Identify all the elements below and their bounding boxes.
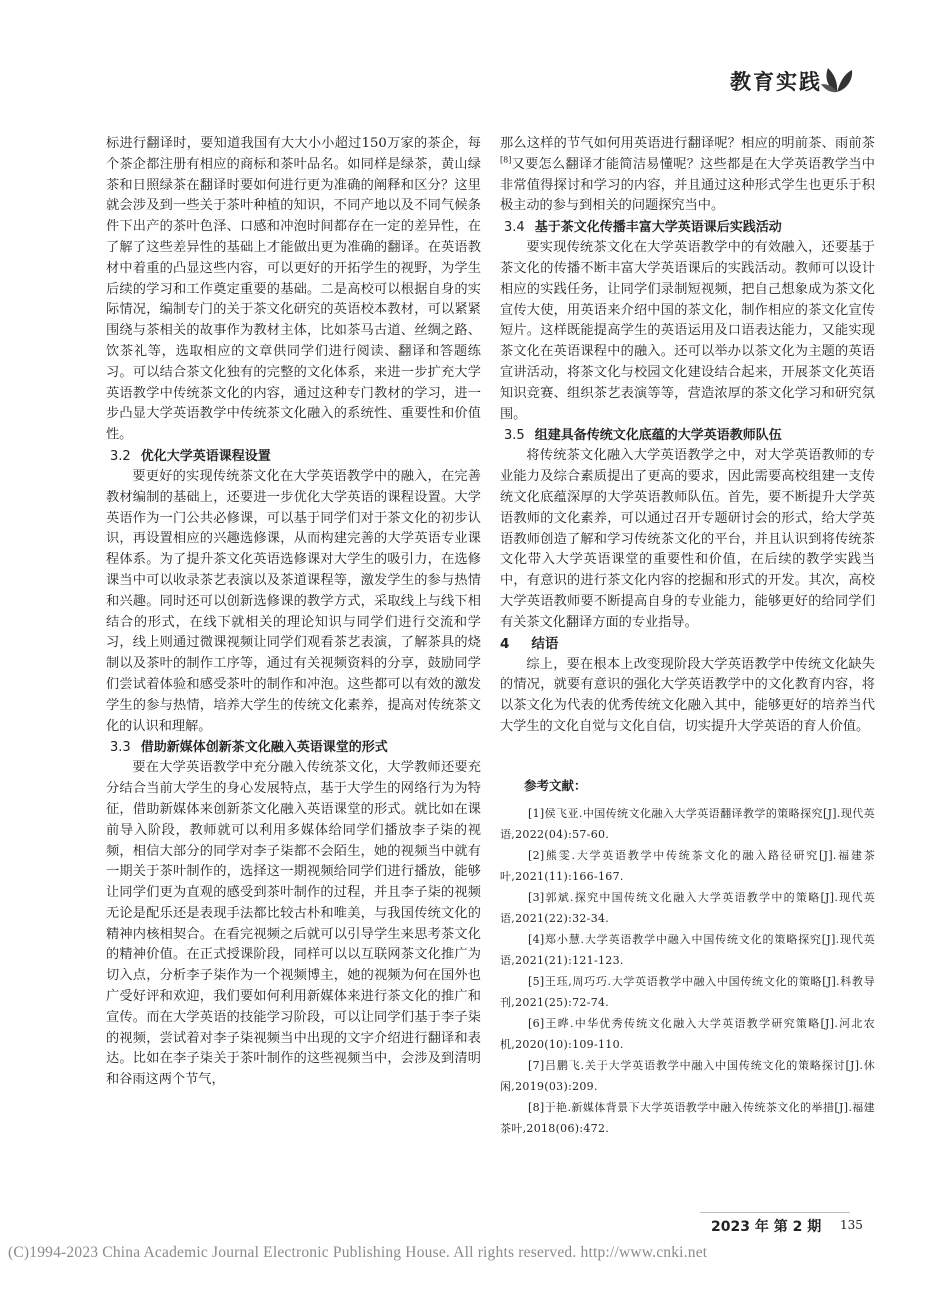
issue-label: 2023 年 第 2 期 — [711, 1219, 822, 1235]
section-heading-3-3 — [106, 737, 481, 758]
leaf-logo-icon — [820, 64, 854, 94]
body-paragraph: 要实现传统茶文化在大学英语教学中的有效融入，还要基于茶文化的传播不断丰富大学英语课后的实践活动。教师可以设计相应的实践任务，让同学们录制短视频，把自己想象成为茶文化宣传大使，用英语来介绍中国的茶文化，制作相应的茶文化宣传短片。这样既能提高学生的英语运用及口语表达能力，又能实现茶文化在英语课程中的融入。还可以举办以茶文化为主题的英语宣讲活动，将茶文化与校园文化建设结合起来，开展茶文化英语知识竞赛、组织茶艺表演等等，营造浓厚的茶文化学习和研究氛围。 — [500, 240, 875, 422]
body-paragraph: 要更好的实现传统茶文化在大学英语教学中的融入，在完善教材编制的基础上，还要进一步优化大学英语的课程设置。大学英语作为一门公共必修课，可以基于同学们对于茶文化的初步认识，再设置相应的兴趣选修课，从而构建完善的大学英语专业课程体系。为了提升茶文化英语选修课对大学生的吸引力，在选修课当中可以收录茶艺表演以及茶道课程等，激发学生的参与热情和兴趣。同时还可以创新选修课的教学方式，采取线上与线下相结合的形式，在线下就相关的理论知识与同学们进行交流和学习，线上则通过微课视频让同学们观看茶艺表演，了解茶具的烧制以及茶叶的制作工序等，通过有关视频资料的分享，鼓励同学们尝试着体验和感受茶叶的制作和冲泡。这些都可以有效的激发学生的参与热情，培养大学生的传统文化素养，提高对传统茶文化的认识和理解。 — [106, 468, 481, 734]
section-heading-3-5 — [500, 425, 875, 446]
section-title: 组建具备传统文化底蕴的大学英语教师队伍 — [534, 428, 782, 444]
section-title: 借助新媒体创新茶文化融入英语课堂的形式 — [140, 740, 388, 756]
section-heading-3-4 — [500, 217, 875, 238]
footer-divider — [700, 1212, 850, 1213]
section-number: 3.3 — [110, 740, 131, 756]
left-column — [106, 134, 481, 1091]
references-title: 参考文献： — [524, 777, 587, 793]
section-number: 3.5 — [504, 428, 525, 444]
copyright-watermark: (C)1994-2023 China Academic Journal Electronic Publishing House. All rights reserved. http://www.cnki.net — [8, 1244, 708, 1261]
right-column — [500, 134, 875, 1139]
body-paragraph: 要在大学英语教学中充分融入传统茶文化，大学教师还要充分结合当前大学生的身心发展特点，基于大学生的网络行为为特征，借助新媒体来创新茶文化融入英语课堂的形式。就比如在课前导入阶段，教师就可以利用多媒体给同学们播放李子柒的视频，相信大部分的同学对李子柒都不会陌生，她的视频当中就有一期关于茶叶制作的，选择这一期视频给同学们进行播放，能够让同学们更为直观的感受到茶叶制作的过程，并且李子柒的视频无论是配乐还是表现手法都比较古朴和唯美，与我国传统文化的精神内核相契合。在看完视频之后就可以引导学生来思考茶文化的精神价值。在正式授课阶段，同样可以以互联网茶文化推广为切入点，分析李子柒作为一个视频博主，她的视频为何在国外也广受好评和欢迎，我们要如何利用新媒体来进行茶文化的推广和宣传。而在大学英语的技能学习阶段，可以让同学们基于李子柒的视频，尝试着对李子柒视频当中出现的文字介绍进行翻译和表达。比如在李子柒关于茶叶制作的这些视频当中，会涉及到清明和谷雨这两个节气， — [106, 760, 481, 1088]
body-paragraph: 标进行翻译时，要知道我国有大大小小超过150万家的茶企，每个茶企都注册有相应的商标和茶叶品名。如同样是绿茶，黄山绿茶和日照绿茶在翻译时要如何进行更为准确的阐释和区分？这里就会涉及到一些关于茶叶种植的知识，不同产地以及不同气候条件下出产的茶叶色泽、口感和冲泡时间都存在一定的差异性，在了解了这些差异性的基础上才能做出更为准确的翻译。在英语教材中着重的凸显这些内容，可以更好的开拓学生的视野，为学生后续的学习和工作奠定重要的基础。二是高校可以根据自身的实际情况，编制专门的关于茶文化研究的英语校本教材，可以紧紧围绕与茶相关的故事作为教材主体，比如茶马古道、丝绸之路、饮茶礼等，选取相应的文章供同学们进行阅读、翻译和答题练习。可以结合茶文化独有的完整的文化体系，来进一步扩充大学英语教学中传统茶文化的内容，通过这种专门教材的学习，进一步凸显大学英语教学中传统茶文化融入的系统性、重要性和价值性。 — [106, 136, 481, 443]
body-paragraph: 将传统茶文化融入大学英语教学之中，对大学英语教师的专业能力及综合素质提出了更高的要求，因此需要高校组建一支传统文化底蕴深厚的大学英语教师队伍。首先，要不断提升大学英语教师的文化素养，可以通过召开专题研讨会的形式，给大学英语教师创造了解和学习传统茶文化的平台，并且认识到将传统茶文化带入大学英语课堂的重要性和价值，在后续的教学实践当中，有意识的进行茶文化内容的挖掘和形式的开发。其次，高校大学英语教师要不断提高自身的专业能力，能够更好的给同学们有关茶文化翻译方面的专业指导。 — [500, 448, 875, 630]
paragraph-text: 那么这样的节气如何用英语进行翻译呢？相应的明前茶、雨前茶 — [500, 136, 875, 151]
section-number: 4 — [500, 635, 510, 652]
reference-item: [1]侯飞亚.中国传统文化融入大学英语翻译教学的策略探究[J].现代英语,2022(04):57-60. — [500, 806, 875, 841]
reference-item: [2]熊雯.大学英语教学中传统茶文化的融入路径研究[J].福建茶叶,2021(11):166-167. — [500, 848, 875, 883]
reference-item: [3]郭斌.探究中国传统文化融入大学英语教学中的策略[J].现代英语,2021(22):32-34. — [500, 890, 875, 925]
citation-marker: [8] — [500, 155, 512, 165]
reference-item: [8]于艳.新媒体背景下大学英语教学中融入传统茶文化的举措[J].福建茶叶,2018(06):472. — [500, 1100, 875, 1135]
section-heading-4 — [500, 634, 875, 655]
paragraph-text: 又要怎么翻译才能简洁易懂呢？这些都是在大学英语教学当中非常值得探讨和学习的内容，并且通过这种形式学生也更乐于积极主动的参与到相关的问题探究当中。 — [500, 156, 875, 214]
page-header — [0, 0, 950, 112]
reference-item: [7]吕鹏飞.关于大学英语教学中融入中国传统文化的策略探讨[J].休闲,2019(03):209. — [500, 1058, 875, 1093]
body-paragraph: 综上，要在根本上改变现阶段大学英语教学中传统文化缺失的情况，就要有意识的强化大学英语教学中的文化教育内容，将以茶文化为代表的优秀传统文化融入其中，能够更好的培养当代大学生的文化自觉与文化自信，切实提升大学英语的育人价值。 — [500, 656, 875, 734]
section-title: 结语 — [531, 635, 559, 652]
reference-item: [6]王晔.中华优秀传统文化融入大学英语教学研究策略[J].河北农机,2020(10):109-110. — [500, 1016, 875, 1051]
reference-item: [5]王珏,周巧巧.大学英语教学中融入中国传统文化的策略[J].科教导刊,2021(25):72-74. — [500, 974, 875, 1009]
section-number: 3.2 — [110, 448, 131, 464]
section-title: 基于茶文化传播丰富大学英语课后实践活动 — [534, 220, 782, 236]
section-heading-3-2 — [106, 446, 481, 467]
reference-item: [4]郑小慧.大学英语教学中融入中国传统文化的策略探究[J].现代英语,2021(21):121-123. — [500, 932, 875, 967]
page-number: 135 — [840, 1218, 863, 1232]
section-number: 3.4 — [504, 220, 525, 236]
journal-section-title: 教育实践 — [730, 70, 822, 94]
section-title: 优化大学英语课程设置 — [140, 448, 271, 464]
body-paragraph — [500, 134, 875, 217]
